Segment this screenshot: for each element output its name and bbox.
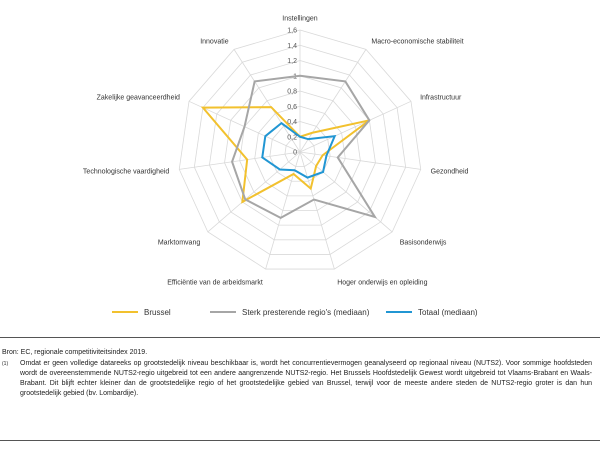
axis-label: Marktomvang [157, 239, 201, 247]
notes-block [2, 348, 592, 399]
axis-label: Zakelijke geavanceerdheid [96, 94, 180, 102]
axis-label: Hoger onderwijs en opleiding [337, 279, 428, 287]
axis-label: Technologische vaardigheid [82, 168, 170, 176]
legend-label: Totaal (mediaan) [418, 308, 478, 317]
axis-label: Infrastructuur [420, 94, 462, 102]
axis-label: Macro-economische stabiliteit [371, 38, 464, 46]
tick-label: 0,2 [287, 134, 297, 142]
tick-label: 0,4 [287, 119, 297, 126]
axis-label: Instellingen [282, 15, 318, 23]
tick-label: 1,2 [287, 58, 297, 65]
axis-label: Innovatie [200, 38, 229, 46]
tick-label: 0,8 [287, 88, 297, 96]
top-divider [0, 337, 600, 338]
footnote-text: Omdat er geen volledige datareeks op grootstedelijk niveau beschikbaar is, wordt het concurrentievermogen geanalyseerd op regionaal niveau (NUTS2). Voor sommige hoofdsteden wordt de overeenstemmende NUTS2-regio uitgebreid tot een andere aangrenzende NUTS2-regio. Het Brussels Hoofdstedelijk Gewest wordt uitgebreid tot Vlaams-Brabant en Waals-Brabant. Dit blijft echter kleiner dan de grootstedelijke regio of het grootstedelijke gebied van Brussel, terwijl voor de meeste andere steden de NUTS2-regio groter is dan hun grootstedelijk gebied (bv. Lombardije). [20, 360, 592, 397]
legend-label: Sterk presterende regio's (mediaan) [242, 308, 370, 317]
tick-label: 1,4 [287, 42, 297, 50]
grid-spoke [179, 149, 300, 169]
series-line-2 [262, 123, 334, 177]
radar-grid [179, 27, 421, 269]
source-note: Bron: EC, regionale competitiviteitsindex 2019. [2, 349, 148, 356]
axis-label: Basisonderwijs [399, 239, 447, 247]
axis-label: Gezondheid [430, 168, 469, 176]
legend-label: Brussel [144, 308, 171, 317]
radial-tick-labels [287, 28, 297, 157]
bottom-divider [0, 440, 600, 441]
grid-spoke [300, 152, 421, 169]
tick-label: 0,6 [287, 103, 297, 111]
axis-label: Efficiëntie van de arbeidsmarkt [167, 279, 263, 287]
tick-label: 1 [293, 73, 297, 81]
footnote [2, 359, 592, 399]
tick-label: 1,6 [287, 27, 297, 35]
tick-label: 0 [293, 149, 297, 157]
legend [112, 308, 478, 317]
footnote-marker: (1) [2, 361, 9, 367]
axis-labels [83, 16, 469, 287]
